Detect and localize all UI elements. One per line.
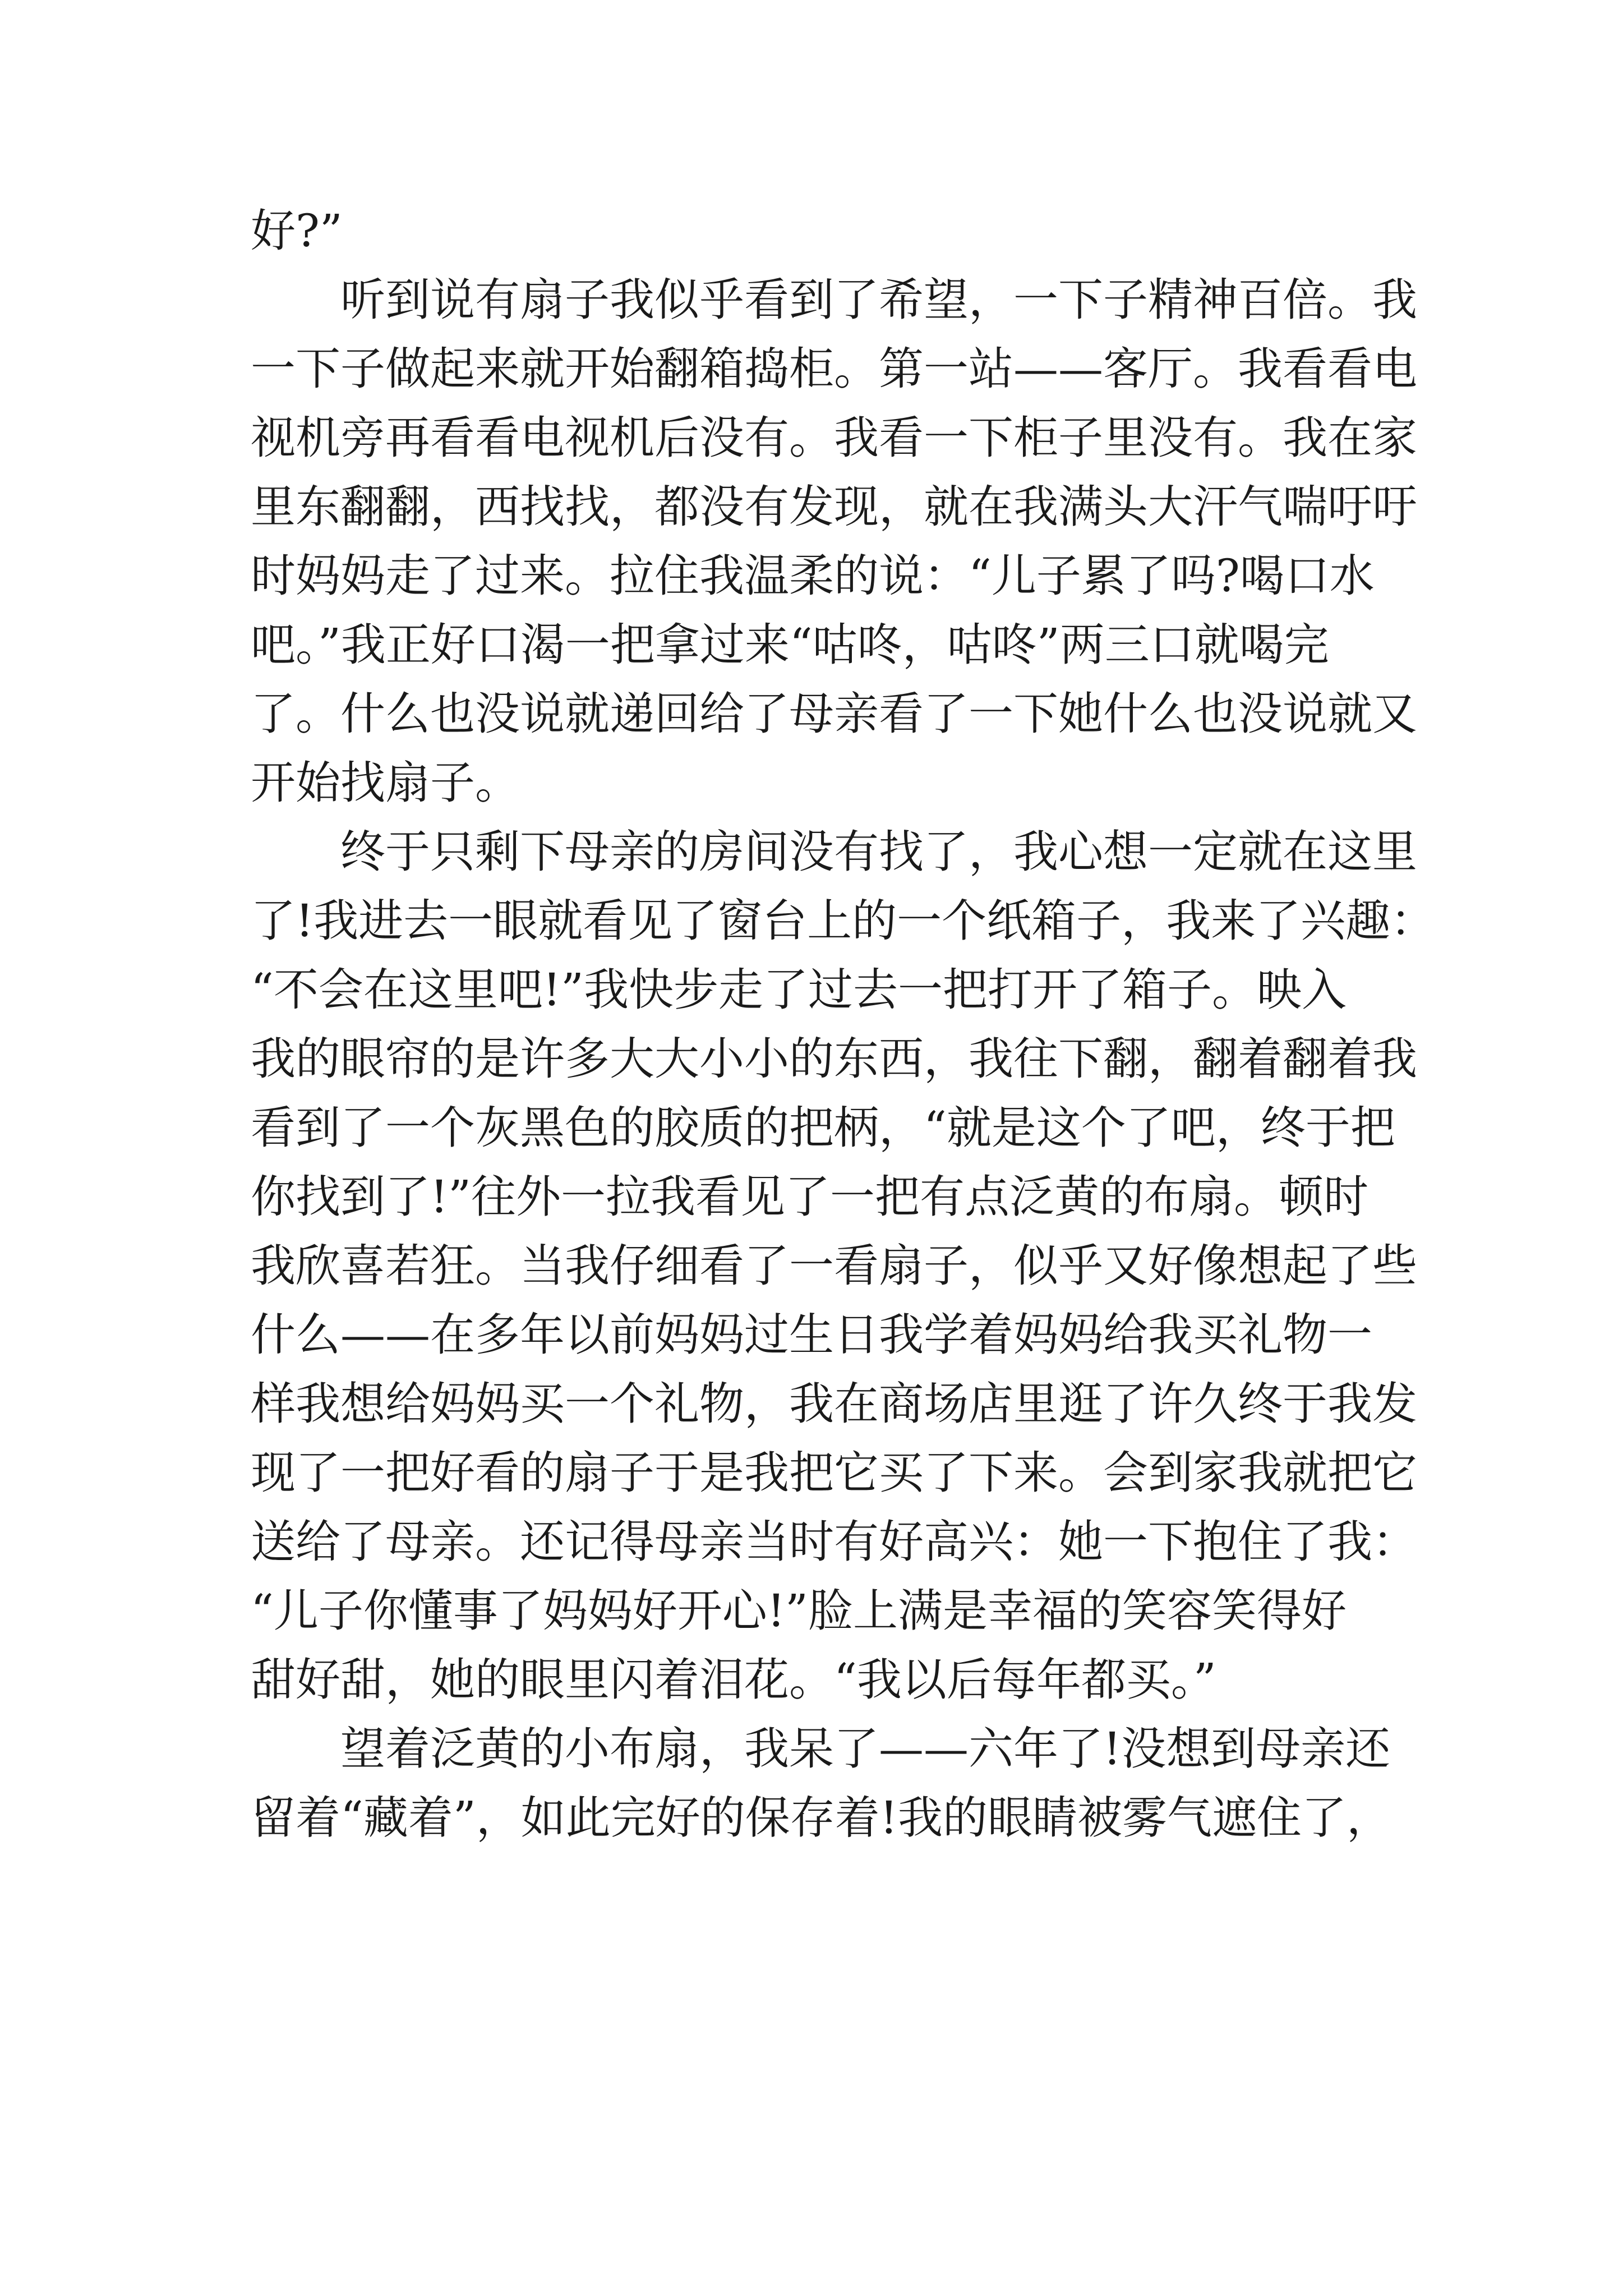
text-line: 样我想给妈妈买一个礼物，我在商场店里逛了许久终于我发 — [251, 1378, 1417, 1430]
text-line: 吧。”我正好口渴一把拿过来“咕咚，咕咚”两三口就喝完 — [251, 619, 1329, 671]
text-line: 我的眼帘的是许多大大小小的东西，我往下翻，翻着翻着我 — [251, 1033, 1417, 1085]
text-line: 送给了母亲。还记得母亲当时有好高兴：她一下抱住了我： — [251, 1516, 1417, 1568]
text-line: 现了一把好看的扇子于是我把它买了下来。会到家我就把它 — [251, 1447, 1417, 1499]
text-line: 里东翻翻，西找找，都没有发现，就在我满头大汗气喘吁吁 — [251, 481, 1417, 533]
text-line: 什么——在多年以前妈妈过生日我学着妈妈给我买礼物一 — [251, 1309, 1372, 1361]
text-line: 你找到了!”往外一拉我看见了一把有点泛黄的布扇。顿时 — [251, 1171, 1369, 1223]
text-line: 了!我进去一眼就看见了窗台上的一个纸箱子，我来了兴趣： — [251, 895, 1436, 947]
text-line: 了。什么也没说就递回给了母亲看了一下她什么也没说就又 — [251, 688, 1417, 740]
text-line: 甜好甜，她的眼里闪着泪花。“我以后每年都买。” — [251, 1654, 1216, 1706]
text-line: 终于只剩下母亲的房间没有找了，我心想一定就在这里 — [340, 826, 1417, 878]
body-text — [251, 196, 1436, 1852]
text-line: “儿子你懂事了妈妈好开心!”脸上满是幸福的笑容笑得好 — [251, 1585, 1347, 1637]
text-line: 望着泛黄的小布扇，我呆了——六年了!没想到母亲还 — [340, 1723, 1391, 1775]
text-line: 听到说有扇子我似乎看到了希望，一下子精神百倍。我 — [340, 274, 1417, 326]
text-line: 好?” — [251, 205, 343, 257]
text-line: 视机旁再看看电视机后没有。我看一下柜子里没有。我在家 — [251, 412, 1417, 464]
text-line: 一下子做起来就开始翻箱捣柜。第一站——客厅。我看看电 — [251, 343, 1417, 395]
text-line: 我欣喜若狂。当我仔细看了一看扇子，似乎又好像想起了些 — [251, 1240, 1417, 1292]
text-line: 开始找扇子。 — [251, 757, 520, 809]
text-line: “不会在这里吧!”我快步走了过去一把打开了箱子。映入 — [251, 964, 1347, 1016]
text-line: 时妈妈走了过来。拉住我温柔的说：“儿子累了吗?喝口水 — [251, 550, 1375, 602]
text-line: 留着“藏着”，如此完好的保存着!我的眼睛被雾气遮住了， — [251, 1792, 1391, 1844]
text-line: 看到了一个灰黑色的胶质的把柄，“就是这个了吧，终于把 — [251, 1102, 1395, 1154]
